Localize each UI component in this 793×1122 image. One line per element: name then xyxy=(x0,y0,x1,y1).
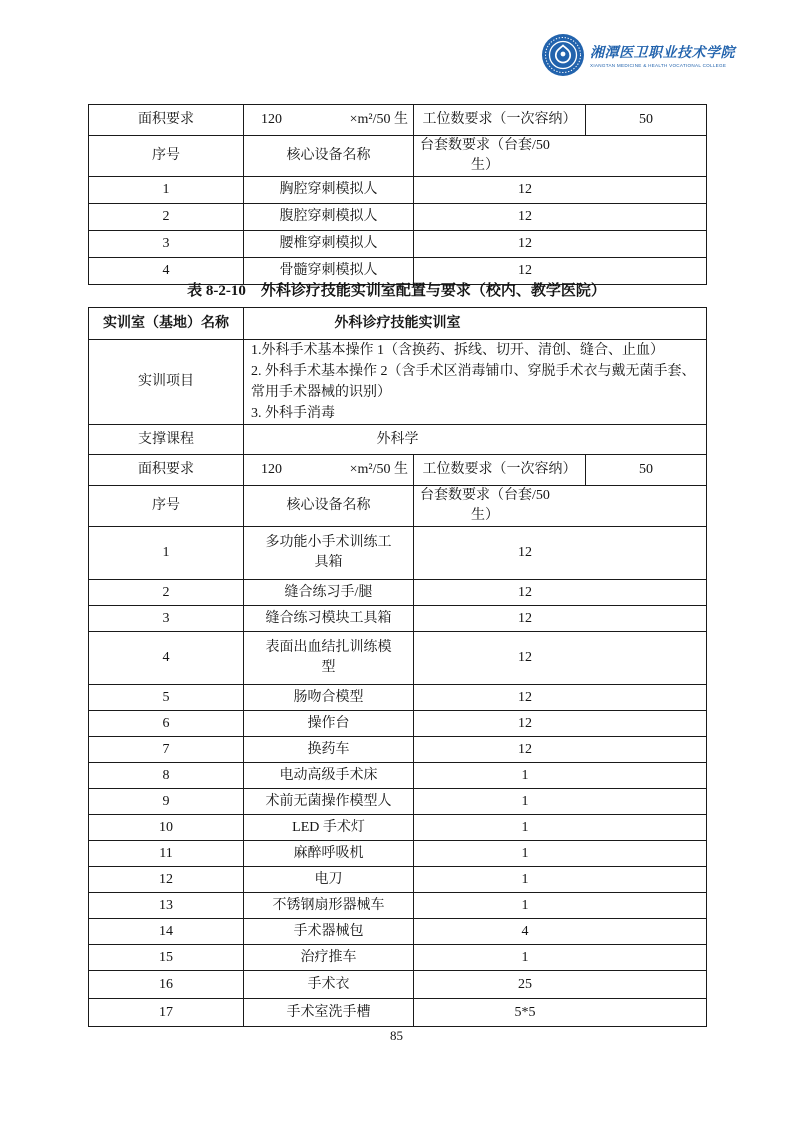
equipment-qty: 12 xyxy=(414,527,707,580)
equipment-row xyxy=(89,815,707,841)
row-no: 4 xyxy=(89,258,244,285)
equipment-name: 表面出血结扎训练模型 xyxy=(244,632,414,685)
college-name-en: XIANGTAN MEDICINE & HEALTH VOCATIONAL COLLEGE xyxy=(590,63,727,68)
equipment-row xyxy=(89,204,707,231)
equipment-row xyxy=(89,789,707,815)
row-no: 7 xyxy=(89,737,244,763)
project-line: 3. 外科手消毒 xyxy=(251,406,335,421)
row-no: 2 xyxy=(89,580,244,606)
workstation-requirement-label: 工位数要求（一次容纳） xyxy=(414,105,586,136)
equipment-name: 骨髓穿刺模拟人 xyxy=(244,258,414,285)
training-room-table xyxy=(88,307,707,1027)
room-name-row xyxy=(89,308,707,340)
equipment-qty: 12 xyxy=(414,685,707,711)
equipment-name: 缝合练习模块工具箱 xyxy=(244,606,414,632)
equipment-row xyxy=(89,711,707,737)
equipment-row xyxy=(89,999,707,1027)
row-no: 17 xyxy=(89,999,244,1027)
equipment-row xyxy=(89,841,707,867)
area-requirement-value-cell xyxy=(244,455,414,486)
column-header-no: 序号 xyxy=(89,136,244,177)
equipment-qty: 12 xyxy=(414,632,707,685)
equipment-name: 腹腔穿刺模拟人 xyxy=(244,204,414,231)
equipment-name: 换药车 xyxy=(244,737,414,763)
equipment-name: 胸腔穿刺模拟人 xyxy=(244,177,414,204)
equipment-name: 麻醉呼吸机 xyxy=(244,841,414,867)
equipment-qty: 1 xyxy=(414,763,707,789)
supporting-course-label: 支撑课程 xyxy=(89,425,244,455)
equipment-row xyxy=(89,971,707,999)
equipment-name: 肠吻合模型 xyxy=(244,685,414,711)
row-no: 3 xyxy=(89,231,244,258)
college-logo xyxy=(541,33,735,77)
equipment-name: 电动高级手术床 xyxy=(244,763,414,789)
equipment-row xyxy=(89,632,707,685)
equipment-qty: 12 xyxy=(414,580,707,606)
training-project-content xyxy=(244,340,707,425)
equipment-qty: 1 xyxy=(414,893,707,919)
column-header-no: 序号 xyxy=(89,486,244,527)
row-no: 9 xyxy=(89,789,244,815)
equipment-qty: 12 xyxy=(414,711,707,737)
table-caption: 表 8-2-10 外科诊疗技能实训室配置与要求（校内、教学医院） xyxy=(187,283,606,299)
column-header-row xyxy=(89,136,707,177)
equipment-qty: 12 xyxy=(414,737,707,763)
row-no: 10 xyxy=(89,815,244,841)
column-header-quantity: 台套数要求（台套/50 生） xyxy=(414,136,707,177)
training-project-label: 实训项目 xyxy=(89,340,244,425)
equipment-name: 缝合练习手/腿 xyxy=(244,580,414,606)
row-no: 16 xyxy=(89,971,244,999)
area-value: 120 xyxy=(261,112,282,127)
equipment-table-continued xyxy=(88,104,707,285)
row-no: 1 xyxy=(89,527,244,580)
room-name-value: 外科诊疗技能实训室 xyxy=(244,308,707,340)
equipment-name: 不锈钢扇形器械车 xyxy=(244,893,414,919)
page-number: 85 xyxy=(390,1028,403,1043)
area-requirement-row xyxy=(89,455,707,486)
equipment-qty: 12 xyxy=(414,258,707,285)
equipment-name: 电刀 xyxy=(244,867,414,893)
equipment-name: 手术室洗手槽 xyxy=(244,999,414,1027)
equipment-row xyxy=(89,893,707,919)
equipment-row xyxy=(89,606,707,632)
equipment-name: 操作台 xyxy=(244,711,414,737)
equipment-name: 术前无菌操作模型人 xyxy=(244,789,414,815)
equipment-row xyxy=(89,177,707,204)
equipment-row xyxy=(89,867,707,893)
equipment-name: LED 手术灯 xyxy=(244,815,414,841)
area-value: 120 xyxy=(261,462,282,477)
project-line: 常用手术器械的识别） xyxy=(251,385,391,400)
row-no: 8 xyxy=(89,763,244,789)
column-header-quantity: 台套数要求（台套/50 生） xyxy=(414,486,707,527)
room-name-label: 实训室（基地）名称 xyxy=(89,308,244,340)
equipment-name: 治疗推车 xyxy=(244,945,414,971)
equipment-qty: 1 xyxy=(414,841,707,867)
column-header-equipment: 核心设备名称 xyxy=(244,136,414,177)
workstation-capacity-value: 50 xyxy=(586,455,707,486)
row-no: 12 xyxy=(89,867,244,893)
equipment-qty: 12 xyxy=(414,606,707,632)
equipment-qty: 12 xyxy=(414,177,707,204)
supporting-course-row xyxy=(89,425,707,455)
row-no: 14 xyxy=(89,919,244,945)
equipment-name: 腰椎穿刺模拟人 xyxy=(244,231,414,258)
equipment-qty: 12 xyxy=(414,204,707,231)
equipment-qty: 1 xyxy=(414,789,707,815)
area-requirement-label: 面积要求 xyxy=(89,105,244,136)
row-no: 3 xyxy=(89,606,244,632)
row-no: 11 xyxy=(89,841,244,867)
equipment-row xyxy=(89,527,707,580)
row-no: 6 xyxy=(89,711,244,737)
row-no: 4 xyxy=(89,632,244,685)
area-requirement-row xyxy=(89,105,707,136)
equipment-row xyxy=(89,737,707,763)
equipment-qty: 12 xyxy=(414,231,707,258)
area-unit: ×m²/50 生 xyxy=(349,112,408,127)
college-name-cn: 湘潭医卫职业技术学院 xyxy=(590,46,735,61)
equipment-name: 手术器械包 xyxy=(244,919,414,945)
row-no: 2 xyxy=(89,204,244,231)
row-no: 13 xyxy=(89,893,244,919)
equipment-row xyxy=(89,945,707,971)
row-no: 5 xyxy=(89,685,244,711)
area-requirement-label: 面积要求 xyxy=(89,455,244,486)
college-emblem-icon xyxy=(541,33,585,77)
equipment-qty: 1 xyxy=(414,815,707,841)
equipment-name: 手术衣 xyxy=(244,971,414,999)
workstation-capacity-value: 50 xyxy=(586,105,707,136)
row-no: 15 xyxy=(89,945,244,971)
equipment-row xyxy=(89,580,707,606)
column-header-row xyxy=(89,486,707,527)
column-header-equipment: 核心设备名称 xyxy=(244,486,414,527)
equipment-qty: 1 xyxy=(414,867,707,893)
area-unit: ×m²/50 生 xyxy=(349,462,408,477)
equipment-row xyxy=(89,231,707,258)
training-project-row xyxy=(89,340,707,425)
equipment-row xyxy=(89,763,707,789)
equipment-qty: 4 xyxy=(414,919,707,945)
supporting-course-value: 外科学 xyxy=(244,425,707,455)
workstation-requirement-label: 工位数要求（一次容纳） xyxy=(414,455,586,486)
project-line: 1.外科手术基本操作 1（含换药、拆线、切开、清创、缝合、止血） xyxy=(251,343,664,358)
area-requirement-value-cell xyxy=(244,105,414,136)
equipment-qty: 5*5 xyxy=(414,999,707,1027)
equipment-row xyxy=(89,685,707,711)
equipment-qty: 1 xyxy=(414,945,707,971)
equipment-name: 多功能小手术训练工具箱 xyxy=(244,527,414,580)
project-line: 2. 外科手术基本操作 2（含手术区消毒铺巾、穿脱手术衣与戴无菌手套、 xyxy=(251,364,696,379)
equipment-qty: 25 xyxy=(414,971,707,999)
row-no: 1 xyxy=(89,177,244,204)
equipment-row xyxy=(89,919,707,945)
